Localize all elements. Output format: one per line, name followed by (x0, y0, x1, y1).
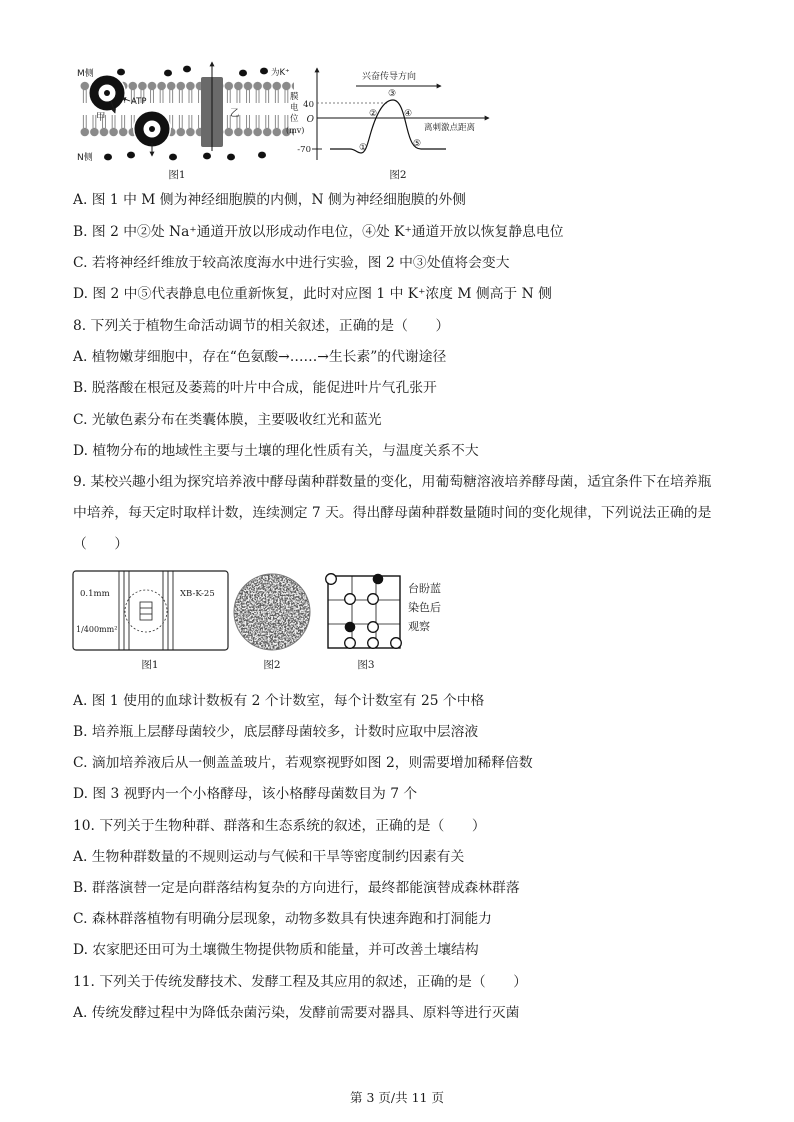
point-5: ⑤ (413, 139, 422, 149)
tick-0: O (306, 115, 314, 125)
tick-neg70: -70 (297, 145, 311, 155)
q8-stem: 8. 下列关于植物生命活动调节的相关叙述，正确的是（ ） (73, 318, 450, 334)
y-label-char: 膜 (290, 92, 299, 102)
q8-option-b: B. 脱落酸在根冠及萎蔫的叶片中合成，能促进叶片气孔张开 (73, 380, 437, 396)
q8-option-a: A. 植物嫩芽细胞中，存在“色氨酸→……→生长素”的代谢途径 (73, 349, 447, 365)
point-2: ② (369, 109, 378, 119)
depth-label: 0.1mm (80, 589, 110, 599)
k-ion (203, 153, 211, 160)
stain-note-line: 观察 (408, 620, 430, 633)
q10-option-a: A. 生物种群数量的不规则运动与气候和干旱等密度制约因素有关 (73, 849, 465, 865)
y-label-char: 电 (290, 103, 299, 113)
k-legend-label: 为K⁺ (271, 68, 290, 78)
tick-40: 40 (303, 100, 314, 110)
q7-option-a: A. 图 1 中 M 侧为神经细胞膜的内侧，N 侧为神经细胞膜的外侧 (73, 192, 466, 208)
k-ion-legend (260, 68, 268, 75)
q9-stem-line-3: （ ） (73, 536, 129, 552)
q7-option-c: C. 若将神经纤维放于较高浓度海水中进行实验，图 2 中③处值将会变大 (73, 255, 510, 271)
microscope-field (232, 572, 312, 671)
atp-label: ATP (131, 97, 147, 107)
q7-figures (70, 55, 510, 185)
point-4: ④ (404, 109, 413, 119)
q8-option-c: C. 光敏色素分布在类囊体膜，主要吸收红光和蓝光 (73, 412, 382, 428)
k-ion (127, 152, 135, 159)
action-potential-graph (286, 68, 489, 181)
k-ion (183, 66, 191, 73)
microscope-field-texture (232, 572, 312, 652)
q9-option-a: A. 图 1 使用的血球计数板有 2 个计数室，每个计数室有 25 个中格 (73, 693, 485, 709)
q10-option-c: C. 森林群落植物有明确分层现象，动物多数具有快速奔跑和打洞能力 (73, 911, 492, 927)
membrane-bottom-leaflet (80, 114, 294, 138)
hemocytometer-diagram (73, 571, 228, 671)
q9-option-d: D. 图 3 视野内一个小格酵母，该小格酵母菌数目为 7 个 (73, 786, 418, 802)
yeast-grid-diagram (326, 574, 441, 671)
q9-stem-line-1: 9. 某校兴趣小组为探究培养液中酵母菌种群数量的变化，用葡萄糖溶液培养酵母菌，适宜条件下在培养瓶 (73, 474, 712, 490)
live-yeast-cell (326, 574, 337, 585)
stain-note-line: 台盼蓝 (408, 582, 441, 595)
fig2-caption: 图2 (389, 169, 407, 181)
live-yeast-cell (345, 638, 356, 649)
live-yeast-cell (345, 594, 356, 605)
q9-fig3-caption: 图3 (357, 659, 375, 671)
k-ion (227, 154, 235, 161)
dead-yeast-cell (373, 574, 384, 585)
hemocytometer-slide (73, 571, 228, 650)
area-label: 1/400mm² (76, 625, 118, 634)
live-yeast-cell (368, 594, 379, 605)
k-ion (239, 70, 247, 77)
q11-stem: 11. 下列关于传统发酵技术、发酵工程及其应用的叙述，正确的是（ ） (73, 974, 528, 990)
x-axis-label: 离刺激点距离 (424, 123, 476, 133)
n-side-label: N侧 (77, 153, 93, 163)
q11-option-a: A. 传统发酵过程中为降低杂菌污染，发酵前需要对器具、原料等进行灭菌 (73, 1005, 520, 1021)
q10-option-d: D. 农家肥还田可为土壤微生物提供物质和能量，并可改善土壤结构 (73, 942, 479, 958)
k-ion (104, 154, 112, 161)
q10-stem: 10. 下列关于生物种群、群落和生态系统的叙述，正确的是（ ） (73, 818, 486, 834)
page-number: 第 3 页/共 11 页 (350, 1090, 444, 1105)
m-side-label: M侧 (77, 69, 94, 79)
k-ion (164, 70, 172, 77)
q7-option-b: B. 图 2 中②处 Na⁺通道开放以形成动作电位，④处 K⁺通道开放以恢复静息电位 (73, 224, 564, 240)
y-label-unit: (mv) (286, 126, 305, 135)
direction-label: 兴奋传导方向 (362, 72, 417, 82)
q7-option-d: D. 图 2 中⑤代表静息电位重新恢复，此时对应图 1 中 K⁺浓度 M 侧高于 N 侧 (73, 286, 552, 302)
carrier-protein-core (104, 90, 110, 96)
fig1-caption: 图1 (168, 169, 186, 181)
live-yeast-cell (368, 638, 379, 649)
q9-fig1-caption: 图1 (141, 659, 159, 671)
dead-yeast-cell (345, 622, 356, 633)
q9-option-c: C. 滴加培养液后从一侧盖盖玻片，若观察视野如图 2，则需要增加稀释倍数 (73, 755, 533, 771)
small-square (328, 576, 400, 648)
point-1: ① (359, 143, 368, 153)
live-yeast-cell (391, 638, 402, 649)
k-ion (258, 152, 266, 159)
q9-figures (70, 565, 460, 675)
q9-option-b: B. 培养瓶上层酵母菌较少，底层酵母菌较多，计数时应取中层溶液 (73, 724, 479, 740)
q9-stem-line-2: 中培养，每天定时取样计数，连续测定 7 天。得出酵母菌种群数量随时间的变化规律，下列说法正确的是 (73, 505, 712, 521)
jia-label: 甲 (96, 112, 106, 123)
k-ion (169, 154, 177, 161)
q8-option-d: D. 植物分布的地域性主要与土壤的理化性质有关，与温度关系不大 (73, 443, 479, 459)
k-ion (117, 69, 125, 76)
point-3: ③ (388, 89, 397, 99)
yi-label: 乙 (230, 108, 240, 119)
carrier-protein-core (149, 126, 155, 132)
q10-option-b: B. 群落演替一定是向群落结构复杂的方向进行，最终都能演替成森林群落 (73, 880, 520, 896)
live-yeast-cell (368, 622, 379, 633)
y-label-char: 位 (290, 114, 299, 124)
model-label: XB-K-25 (180, 589, 215, 599)
q9-fig2-caption: 图2 (263, 659, 281, 671)
membrane-diagram (77, 62, 294, 181)
stain-note-line: 染色后 (408, 601, 441, 614)
